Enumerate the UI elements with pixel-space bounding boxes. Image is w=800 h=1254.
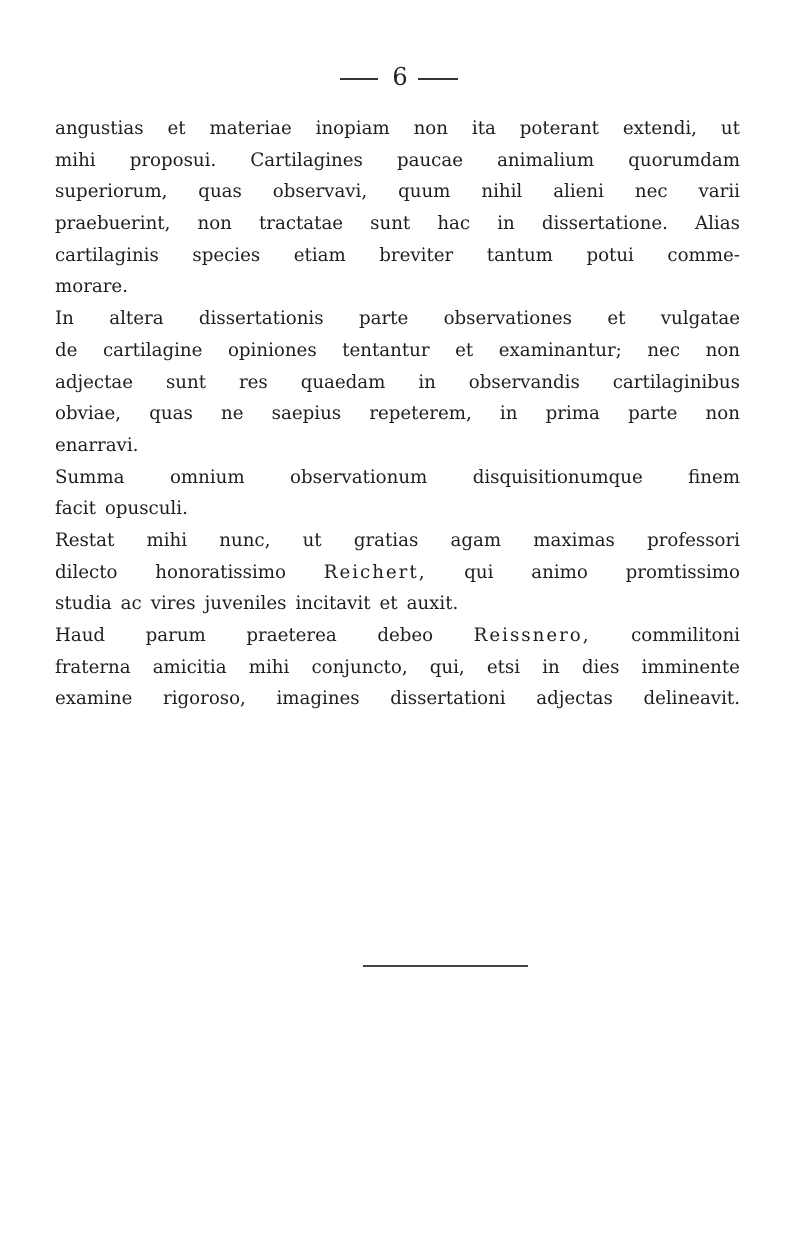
word: quas [149, 403, 193, 425]
end-rule [363, 965, 528, 967]
word: observationum [290, 466, 428, 488]
word: alieni [553, 181, 604, 203]
word: enarravi. [55, 434, 139, 456]
text-line [55, 176, 740, 208]
body-text [55, 113, 740, 715]
word: In [55, 308, 74, 330]
word: quorumdam [628, 149, 740, 171]
word: ita [471, 118, 496, 139]
word: vulgatae [660, 308, 740, 330]
word: qui [464, 561, 494, 583]
word: nihil [481, 181, 523, 203]
text-line [55, 240, 740, 272]
word: et [455, 339, 474, 361]
word: fraterna [55, 656, 131, 678]
word: ut [302, 529, 322, 551]
word: imagines [276, 688, 360, 710]
word: proposui. [129, 149, 217, 171]
word: et [379, 593, 398, 615]
text-line [55, 493, 740, 525]
text-line [55, 113, 740, 145]
word: extendi, [622, 118, 697, 139]
word: adjectae [55, 371, 133, 393]
word: non [413, 118, 448, 139]
word: Haud [55, 625, 106, 646]
word: de [55, 339, 78, 361]
word: opusculi. [104, 498, 188, 520]
word: etiam [293, 244, 346, 266]
word: obviae, [55, 403, 122, 425]
word: imminente [641, 656, 740, 678]
word: materiae [209, 118, 292, 139]
word: tentantur [342, 339, 430, 361]
word: mihi [55, 149, 96, 171]
word: parte [628, 403, 678, 425]
word: animalium [497, 149, 595, 171]
word: observavi, [272, 181, 368, 203]
word: et [607, 308, 626, 330]
word: in [497, 213, 515, 235]
word: mihi [248, 656, 290, 678]
word: agam [450, 529, 502, 551]
word: Cartilagines [250, 149, 363, 171]
word: debeo [377, 625, 434, 646]
word: comme- [667, 244, 740, 266]
word: ut [720, 118, 740, 139]
word: cartilaginibus [612, 371, 740, 393]
word: breviter [379, 244, 454, 266]
word: facit [55, 498, 96, 520]
text-line [55, 652, 740, 684]
word: paucae [396, 149, 463, 171]
word: parum [145, 625, 206, 646]
word: auxit. [406, 593, 459, 615]
word: omnium [169, 466, 245, 488]
word: cartilagine [102, 339, 203, 361]
word: non [197, 213, 232, 235]
text-line [55, 208, 740, 240]
word: dilecto [55, 561, 118, 583]
word: conjuncto, [311, 656, 408, 678]
word: sunt [370, 213, 411, 235]
word: juveniles [204, 593, 287, 615]
word: potui [586, 244, 634, 266]
word: rigoroso, [163, 688, 246, 710]
word: inopiam [315, 118, 390, 139]
word: opiniones [227, 339, 317, 361]
word: adjectas [536, 688, 613, 710]
text-line [55, 430, 740, 462]
word: examinantur; [498, 339, 622, 361]
word: maximas [533, 529, 615, 551]
word: Summa [55, 466, 125, 488]
word: incitavit [295, 593, 371, 615]
word: Restat [55, 529, 115, 551]
word: gratias [353, 529, 419, 551]
word: delineavit. [643, 688, 740, 710]
text-line [55, 303, 740, 335]
word: promtissimo [625, 561, 740, 583]
word: dissertationis [198, 308, 324, 330]
text-line [55, 525, 740, 557]
text-line [55, 588, 740, 620]
word: praebuerint, [55, 213, 171, 235]
text-line [55, 557, 740, 589]
text-line [55, 683, 740, 715]
word: etsi [486, 656, 521, 678]
word: varii [698, 181, 740, 203]
word: tractatae [258, 213, 344, 235]
word: species [192, 244, 261, 266]
text-line [55, 367, 740, 399]
word: amicitia [152, 656, 227, 678]
word: quum [398, 181, 451, 203]
word: in [542, 656, 560, 678]
page-number: 6 [392, 63, 408, 91]
word: finem [688, 466, 740, 488]
text-line [55, 620, 740, 652]
word: ne [221, 403, 244, 425]
word: in [418, 371, 436, 393]
word: cartilaginis [55, 244, 159, 266]
word: examine [55, 688, 133, 710]
word: in [499, 403, 518, 425]
word: repeterem, [369, 403, 472, 425]
word: dies [581, 656, 620, 678]
word: mihi [146, 529, 188, 551]
word: morare. [55, 276, 128, 298]
word: hac [437, 213, 471, 235]
text-line [55, 335, 740, 367]
word: quas [198, 181, 242, 203]
word: praeterea [246, 625, 337, 646]
word: Reichert, [323, 561, 427, 583]
word: tantum [486, 244, 553, 266]
word: quaedam [300, 371, 386, 393]
header-dash-left [340, 78, 378, 80]
text-line [55, 462, 740, 494]
word: res [238, 371, 268, 393]
text-line [55, 398, 740, 430]
word: honoratissimo [155, 561, 286, 583]
word: Reissnero, [473, 625, 591, 646]
word: commilitoni [631, 625, 740, 646]
word: animo [531, 561, 588, 583]
word: observationes [443, 308, 572, 330]
word: professori [647, 529, 740, 551]
word: studia [55, 593, 112, 615]
word: parte [358, 308, 409, 330]
word: sunt [165, 371, 207, 393]
word: et [167, 118, 186, 139]
word: non [705, 339, 740, 361]
header-dash-right [418, 78, 458, 80]
word: prima [545, 403, 600, 425]
text-line [55, 271, 740, 303]
word: non [705, 403, 740, 425]
word: poterant [519, 118, 599, 139]
page-header [0, 62, 800, 92]
word: nec [647, 339, 681, 361]
word: dissertatione. [541, 213, 668, 235]
word: observandis [468, 371, 580, 393]
word: ac [120, 593, 142, 615]
word: superiorum, [55, 181, 168, 203]
word: qui, [429, 656, 465, 678]
word: angustias [55, 118, 144, 139]
word: dissertationi [390, 688, 506, 710]
word: saepius [271, 403, 342, 425]
word: nunc, [219, 529, 271, 551]
text-line [55, 145, 740, 177]
word: altera [109, 308, 164, 330]
word: Alias [694, 213, 740, 235]
word: vires [150, 593, 196, 615]
word: disquisitionumque [472, 466, 643, 488]
word: nec [634, 181, 668, 203]
